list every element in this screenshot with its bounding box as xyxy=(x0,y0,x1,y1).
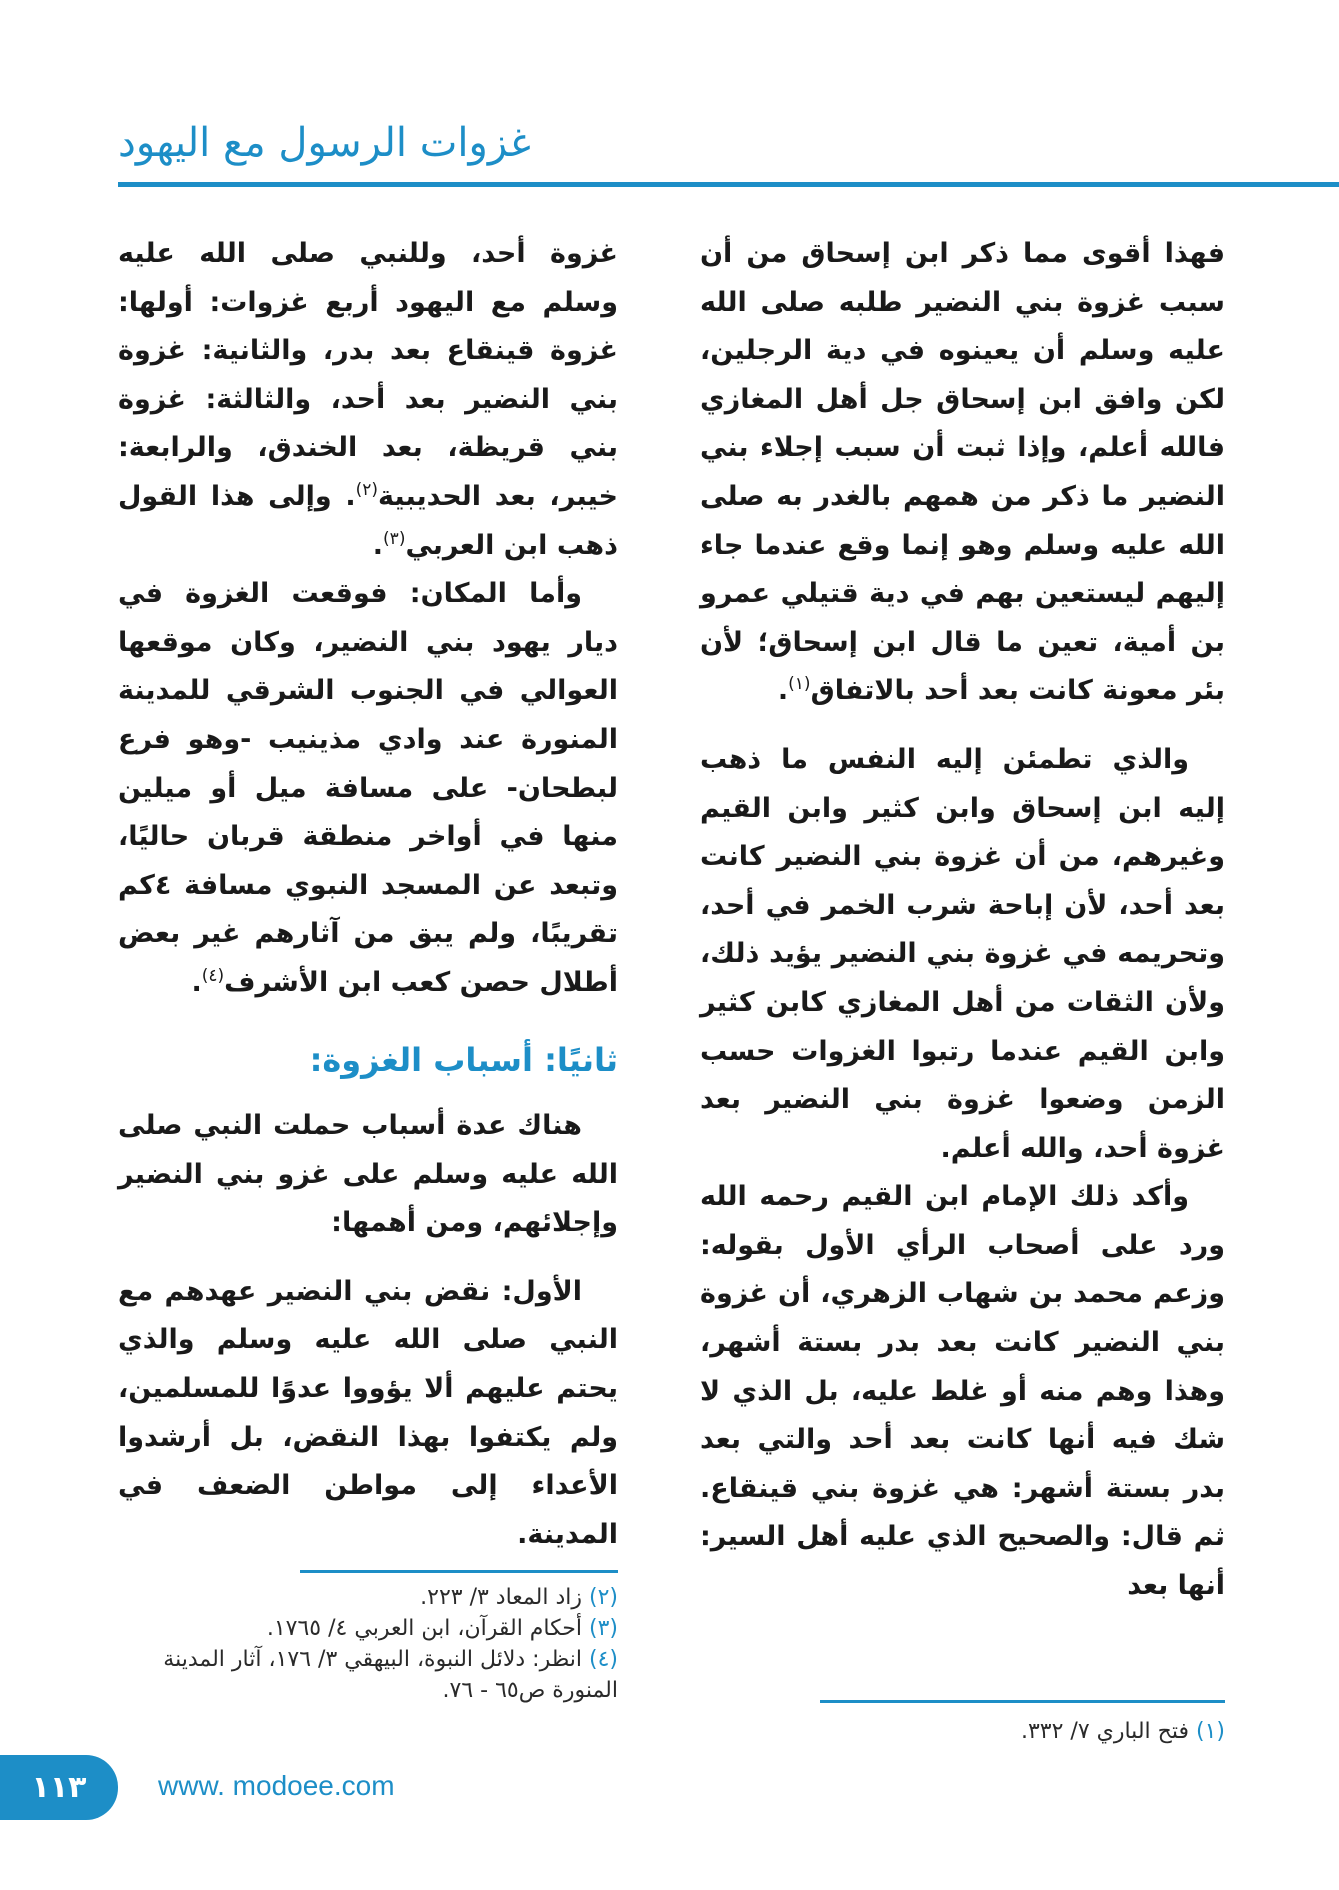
paragraph: والذي تطمئن إليه النفس ما ذهب إليه ابن إسحاق وابن كثير وابن القيم وغيرهم، من أن غزوة بني النضير كانت بعد أحد، لأن إباحة شرب الخمر في أحد، وتحريمه في غزوة بني النضير يؤيد ذلك، ولأن الثقات من أهل المغازي كابن كثير وابن القيم عندما رتبوا الغزوات حسب الزمن وضعوا غزوة بني النضير بعد غزوة أحد، والله أعلم. xyxy=(700,743,1225,1164)
running-header-title: غزوات الرسول مع اليهود xyxy=(118,120,531,166)
paragraph: الأول: نقض بني النضير عهدهم مع النبي صلى الله عليه وسلم والذي يحتم عليهم ألا يؤووا عدوًا للمسلمين، ولم يكتفوا بهذا النقض، بل أرشدوا الأعداء إلى مواطن الضعف في المدينة. xyxy=(118,1275,618,1550)
footnote-ref[interactable]: (٢) xyxy=(355,479,379,500)
footnote-ref[interactable]: (٤) xyxy=(201,965,225,986)
page-number: ١١٣ xyxy=(0,1755,118,1820)
footnote-rule xyxy=(820,1700,1225,1703)
site-link[interactable]: www. modoee.com xyxy=(158,1770,395,1801)
paragraph: غزوة أحد، وللنبي صلى الله عليه وسلم مع اليهود أربع غزوات: أولها: غزوة قينقاع بعد بدر، والثانية: غزوة بني النضير بعد أحد، والثالثة: غزوة بني قريظة، بعد الخندق، والرابعة: خيبر، بعد الحديبية$^{(٢)}$. وإلى هذا القول ذهب ابن العربي$^{(٣)}$. xyxy=(118,238,618,561)
footnote-ref[interactable]: (١) xyxy=(788,674,811,695)
footnote: (٣) أحكام القرآن، ابن العربي ٤/ ١٧٦٥. xyxy=(266,1616,618,1641)
paragraph: وأكد ذلك الإمام ابن القيم رحمه الله ورد على أصحاب الرأي الأول بقوله: وزعم محمد بن شهاب الزهري، أن غزوة بني النضير كانت بعد بدر بستة أشهر، وهذا وهم منه أو غلط عليه، بل الذي لا شك فيه أنها كانت بعد أحد والتي بعد بدر بستة أشهر: هي غزوة بني قينقاع. ثم قال: والصحيح الذي عليه أهل السير: أنها بعد xyxy=(700,1181,1225,1602)
section-heading: ثانيًا: أسباب الغزوة: xyxy=(309,1040,618,1079)
footnote: (١) فتح الباري ٧/ ٣٣٢. xyxy=(1020,1719,1225,1744)
header-rule xyxy=(118,182,1339,187)
footnote: (٢) زاد المعاد ٣/ ٢٢٣. xyxy=(420,1585,618,1610)
right-column xyxy=(700,230,1225,1611)
footnote-rule xyxy=(300,1570,618,1573)
footnotes-right xyxy=(760,1716,1225,1747)
paragraph: فهذا أقوى مما ذكر ابن إسحاق من أن سبب غزوة بني النضير طلبه صلى الله عليه وسلم أن يعينوه في دية الرجلين، لكن وافق ابن إسحاق جل أهل المغازي فالله أعلم، وإذا ثبت أن سبب إجلاء بني النضير ما ذكر من همهم بالغدر به صلى الله عليه وسلم وهو إنما وقع عندما جاء إليهم ليستعين بهم في دية قتيلي عمرو بن أمية، تعين ما قال ابن إسحاق؛ لأن بئر معونة كانت بعد أحد بالاتفاق$^{(١)}$. xyxy=(700,238,1225,707)
footnote: (٤) انظر: دلائل النبوة، البيهقي ٣/ ١٧٦، آثار المدينة المنورة ص٦٥ - ٧٦. xyxy=(163,1647,618,1703)
footnote-ref[interactable]: (٣) xyxy=(383,528,406,549)
paragraph: وأما المكان: فوقعت الغزوة في ديار يهود بني النضير، وكان موقعها العوالي في الجنوب الشرقي للمدينة المنورة عند وادي مذينيب -وهو فرع لبطحان- على مسافة ميل أو ميلين منها في أواخر منطقة قربان حاليًا، وتبعد عن المسجد النبوي مسافة ٤كم تقريبًا، ولم يبق من آثارهم غير بعض أطلال حصن كعب ابن الأشرف$^{(٤)}$. xyxy=(118,578,618,998)
paragraph: هناك عدة أسباب حملت النبي صلى الله عليه وسلم على غزو بني النضير وإجلائهم، ومن أهمها: xyxy=(118,1110,618,1239)
left-column xyxy=(118,230,618,1559)
footnotes-left xyxy=(118,1582,618,1706)
